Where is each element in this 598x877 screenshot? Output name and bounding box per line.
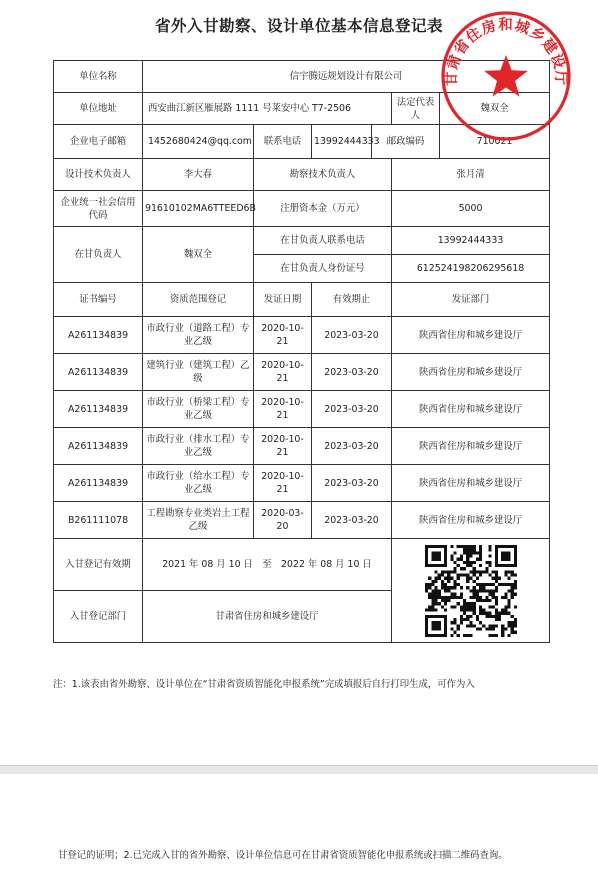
qr-code[interactable] (425, 545, 517, 637)
email-label: 企业电子邮箱 (54, 125, 143, 159)
unit-name-label: 单位名称 (54, 61, 143, 93)
gansu-id-value: 612524198206295618 (392, 255, 550, 283)
cert-no: A261134839 (54, 465, 143, 502)
registration-dept-value: 甘肃省住房和城乡建设厅 (143, 591, 392, 643)
cert-issued: 2020-10-21 (254, 391, 312, 428)
cert-expires: 2023-03-20 (312, 354, 392, 391)
registration-dept-label: 入甘登记部门 (54, 591, 143, 643)
cert-dept: 陕西省住房和城乡建设厅 (392, 354, 550, 391)
gansu-head-label: 在甘负责人 (54, 227, 143, 283)
gansu-phone-label: 在甘负责人联系电话 (254, 227, 392, 255)
email-value: 1452680424@qq.com (143, 125, 254, 159)
gansu-phone-value: 13992444333 (392, 227, 550, 255)
cert-issued: 2020-10-21 (254, 354, 312, 391)
survey-lead-value: 张月清 (392, 159, 550, 191)
cert-header-scope: 资质范围登记 (143, 283, 254, 317)
capital-label: 注册资本金（万元） (254, 191, 392, 227)
cert-issued: 2020-10-21 (254, 317, 312, 354)
official-seal (438, 8, 574, 144)
address-value: 西安曲江新区雁展路 1111 号莱安中心 T7-2506 (143, 93, 392, 125)
cert-header-issued: 发证日期 (254, 283, 312, 317)
cert-expires: 2023-03-20 (312, 391, 392, 428)
cert-scope: 市政行业（排水工程）专业乙级 (143, 428, 254, 465)
table-row (54, 354, 550, 391)
cert-expires: 2023-03-20 (312, 428, 392, 465)
address-label: 单位地址 (54, 93, 143, 125)
design-lead-label: 设计技术负责人 (54, 159, 143, 191)
design-lead-value: 李大春 (143, 159, 254, 191)
validity-label: 入甘登记有效期 (54, 539, 143, 591)
gansu-head-value: 魏双全 (143, 227, 254, 283)
credit-code-value: 91610102MA6TTEED6B (143, 191, 254, 227)
seal-star-icon (484, 55, 528, 97)
form-title: 省外入甘勘察、设计单位基本信息登记表 (154, 17, 443, 35)
cert-no: A261134839 (54, 391, 143, 428)
gansu-id-label: 在甘负责人身份证号 (254, 255, 392, 283)
cert-dept: 陕西省住房和城乡建设厅 (392, 391, 550, 428)
cert-dept: 陕西省住房和城乡建设厅 (392, 428, 550, 465)
cert-no: A261134839 (54, 317, 143, 354)
cert-dept: 陕西省住房和城乡建设厅 (392, 317, 550, 354)
footnote-line-1: 注：1.该表由省外勘察、设计单位在“甘肃省资质智能化申报系统”完成填报后自行打印生成，可作为入 (53, 679, 475, 690)
cert-scope: 工程勘察专业类岩土工程乙级 (143, 502, 254, 539)
table-row (54, 502, 550, 539)
capital-value: 5000 (392, 191, 550, 227)
cert-header-expires: 有效期止 (312, 283, 392, 317)
postcode-value: 710021 (440, 125, 550, 159)
cert-scope: 市政行业（桥梁工程）专业乙级 (143, 391, 254, 428)
cert-scope: 市政行业（给水工程）专业乙级 (143, 465, 254, 502)
cert-expires: 2023-03-20 (312, 502, 392, 539)
table-row (54, 465, 550, 502)
registration-form (53, 60, 550, 643)
cert-issued: 2020-10-21 (254, 465, 312, 502)
legal-rep-value: 魏双全 (440, 93, 550, 125)
unit-name-value: 信宇腾远规划设计有限公司 (143, 61, 550, 93)
legal-rep-label: 法定代表人 (392, 93, 440, 125)
svg-text:甘肃省住房和城乡建设厅: 甘肃省住房和城乡建设厅 (443, 17, 569, 87)
cert-scope: 市政行业（道路工程）专业乙级 (143, 317, 254, 354)
cert-issued: 2020-10-21 (254, 428, 312, 465)
table-row (54, 428, 550, 465)
cert-no: A261134839 (54, 354, 143, 391)
postcode-label: 邮政编码 (372, 125, 440, 159)
cert-header-no: 证书编号 (54, 283, 143, 317)
credit-code-label: 企业统一社会信用代码 (54, 191, 143, 227)
cert-dept: 陕西省住房和城乡建设厅 (392, 502, 550, 539)
table-row (54, 391, 550, 428)
cert-dept: 陕西省住房和城乡建设厅 (392, 465, 550, 502)
footnote-line-2: 甘登记的证明；2.已完成入甘的省外勘察、设计单位信息可在甘肃省资质智能化申报系统或扫描二维码查询。 (58, 850, 508, 861)
cert-scope: 建筑行业（建筑工程）乙级 (143, 354, 254, 391)
validity-value: 2021 年 08 月 10 日 至 2022 年 08 月 10 日 (143, 539, 392, 591)
cert-no: B261111078 (54, 502, 143, 539)
cert-header-dept: 发证部门 (392, 283, 550, 317)
phone-label: 联系电话 (254, 125, 312, 159)
table-row (54, 317, 550, 354)
qr-code-cell (392, 539, 550, 643)
cert-expires: 2023-03-20 (312, 465, 392, 502)
cert-no: A261134839 (54, 428, 143, 465)
survey-lead-label: 勘察技术负责人 (254, 159, 392, 191)
cert-issued: 2020-03-20 (254, 502, 312, 539)
phone-value: 13992444333 (312, 125, 372, 159)
cert-expires: 2023-03-20 (312, 317, 392, 354)
